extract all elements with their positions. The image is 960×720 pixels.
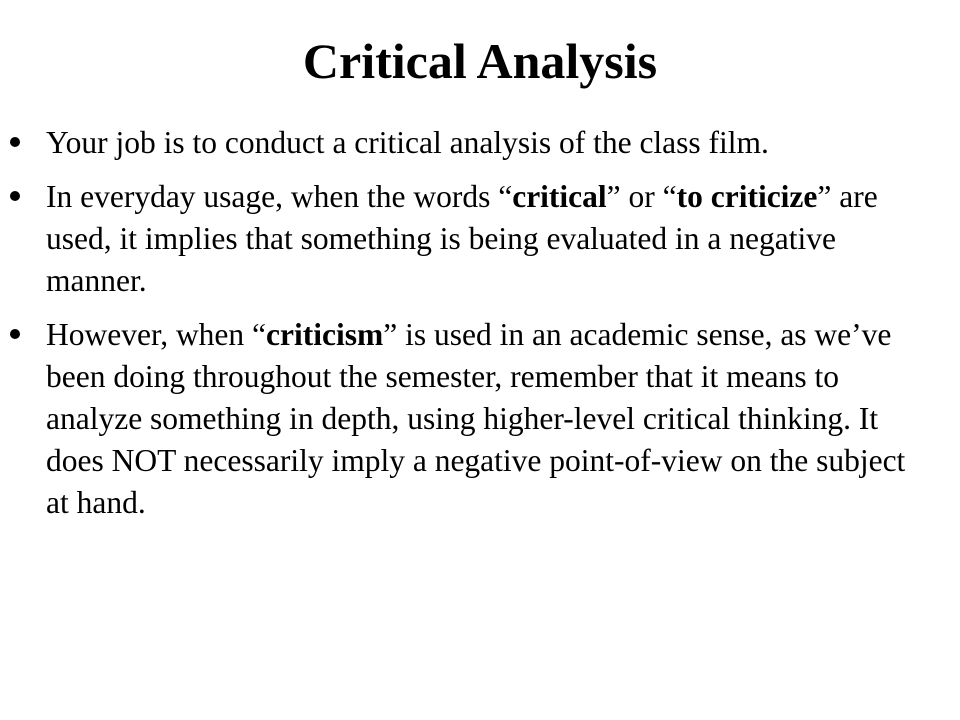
- bullet-dot-icon: [10, 137, 20, 147]
- slide-title: Critical Analysis: [302, 33, 658, 89]
- bullet-dot-icon: [10, 329, 20, 339]
- bullet-item: [46, 314, 926, 524]
- bullet-item: [46, 122, 926, 164]
- bullet-text: However, when “: [46, 317, 267, 352]
- bullet-list: [46, 122, 926, 536]
- bullet-text: In everyday usage, when the words “: [46, 179, 513, 214]
- bullet-text: ” or “: [606, 179, 677, 214]
- bold-term: critical: [512, 179, 607, 214]
- bullet-item: [46, 176, 926, 302]
- bold-term: criticism: [266, 317, 384, 352]
- bullet-text: ” are used, it implies that something is being evaluated in a negative manner.: [46, 179, 878, 298]
- bold-term: to criticize: [676, 179, 818, 214]
- bullet-text: ” is used in an academic sense, as we’ve been doing throughout the semester, remember that it means to analyze something in depth, using higher-level critical thinking. It does NOT necessarily imply a negative point-of-view on the subject at hand.: [46, 317, 906, 520]
- bullet-dot-icon: [10, 191, 20, 201]
- bullet-text: Your job is to conduct a critical analysis of the class film.: [46, 125, 769, 160]
